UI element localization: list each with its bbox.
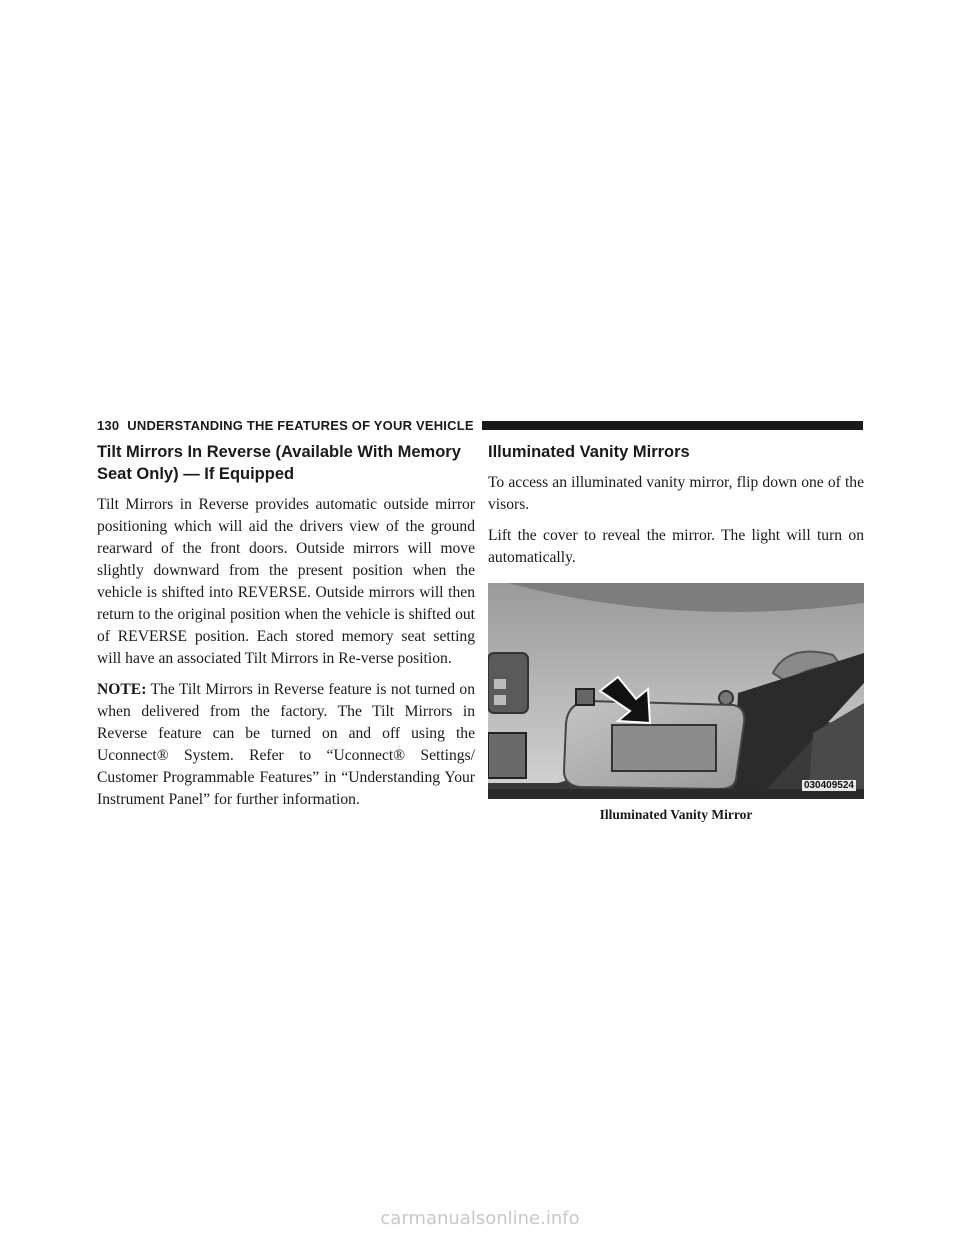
- vanity-cover-paragraph: Lift the cover to reveal the mirror. The light will turn on automatically.: [488, 527, 864, 566]
- vanity-access-paragraph: To access an illuminated vanity mirror, flip down one of the visors.: [488, 474, 864, 513]
- page-header: [97, 416, 863, 434]
- tilt-mirrors-paragraph: Tilt Mirrors in Reverse provides automatic outside mirror positioning which will aid the drivers view of the ground rearward of the front doors. Outside mirrors will move slightly downward from the present position when the vehicle is shifted into REVERSE. Outside mirrors will then return to the original position when the vehicle is shifted out of REVERSE position. Each stored memory seat setting will have an associated Tilt Mirrors in Re-verse position.: [97, 496, 475, 667]
- note-text: The Tilt Mirrors in Reverse feature is not turned on when delivered from the factory. The Tilt Mirrors in Reverse feature can be turned on and off using the Uconnect® System. Refer to “Uconnect® Settings/ Customer Programmable Features” in “Understanding Your Instrument Panel” for further information.: [97, 681, 475, 808]
- vanity-mirror-figure: [488, 583, 864, 799]
- figure-code: 030409524: [803, 780, 854, 791]
- note-label: NOTE:: [97, 681, 147, 698]
- left-column: [97, 441, 475, 820]
- header-rule: [482, 421, 863, 430]
- vanity-mirror-illustration: [488, 583, 864, 799]
- section-title: UNDERSTANDING THE FEATURES OF YOUR VEHICLE: [127, 417, 474, 433]
- note-paragraph: [97, 679, 475, 811]
- page-number: 130: [97, 417, 120, 433]
- right-column: [488, 441, 864, 823]
- vanity-mirrors-heading: Illuminated Vanity Mirrors: [488, 443, 690, 461]
- figure-caption: Illuminated Vanity Mirror: [599, 807, 753, 822]
- tilt-mirrors-heading: Tilt Mirrors In Reverse (Available With Memory Seat Only) — If Equipped: [97, 443, 461, 483]
- footer-watermark[interactable]: carmanualsonline.info: [380, 1208, 580, 1229]
